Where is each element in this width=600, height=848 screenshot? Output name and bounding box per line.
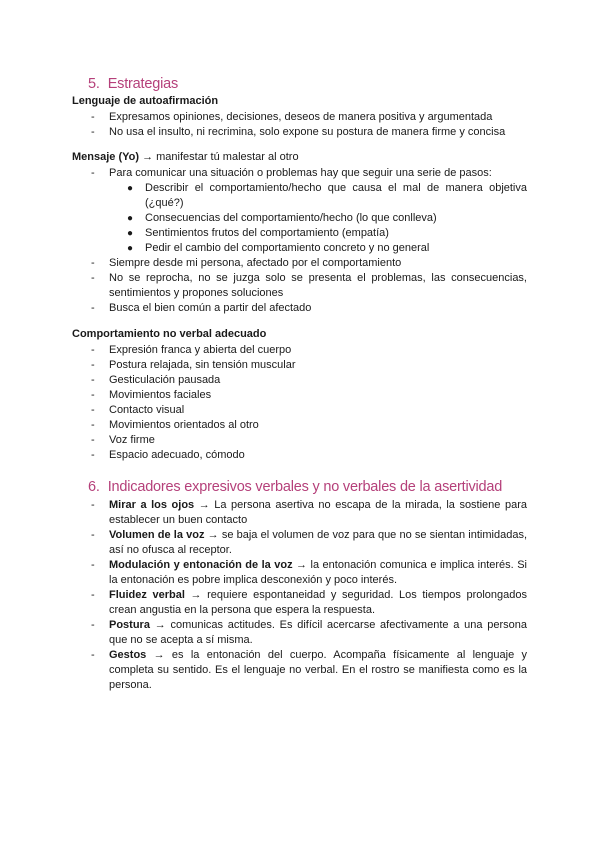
bullet-marker: ● bbox=[127, 228, 134, 239]
indicator-desc: → la entonación comunica e implica interés. Si la entonación es pobre implica desconexión y poco interés. bbox=[109, 559, 527, 586]
list-item: - Movimientos faciales bbox=[91, 389, 212, 401]
list-item: - Contacto visual bbox=[91, 404, 185, 416]
list-item: ● Sentimientos frutos del comportamiento (empatía) bbox=[127, 227, 389, 239]
indicator-desc: → comunicas actitudes. Es difícil acercarse afectivamente a una persona que no se acepta a sí misma. bbox=[109, 619, 527, 646]
indicator-desc: → es la entonación del cuerpo. Acompaña físicamente al lenguaje y completa su sentido. Es el lenguaje no verbal. En el rostro se manifiesta como es la persona. bbox=[109, 649, 527, 691]
autoafirmacion-heading: Lenguaje de autoafirmación bbox=[72, 95, 219, 107]
list-item: - Busca el bien común a partir del afectado bbox=[91, 302, 312, 314]
dash-marker: - bbox=[91, 257, 95, 269]
indicator-desc: → se baja el volumen de voz para que no se sientan intimidadas, así no ofusca al receptor. bbox=[109, 529, 527, 556]
dash-marker: - bbox=[91, 389, 95, 401]
list-item: - Postura relajada, sin tensión muscular bbox=[91, 359, 296, 371]
list-item: - Expresión franca y abierta del cuerpo bbox=[91, 344, 292, 356]
no-verbal-heading: Comportamiento no verbal adecuado bbox=[72, 328, 267, 340]
mensaje-steps-list bbox=[0, 181, 600, 256]
list-item: ● Pedir el cambio del comportamiento concreto y no general bbox=[127, 242, 430, 254]
list-item bbox=[0, 618, 600, 648]
dash-marker: - bbox=[91, 434, 95, 446]
bullet-marker: ● bbox=[127, 183, 134, 194]
dash-marker: - bbox=[91, 449, 95, 461]
dash-marker: - bbox=[91, 499, 95, 511]
bullet-marker: ● bbox=[127, 243, 134, 254]
section-5-title bbox=[88, 76, 178, 92]
no-verbal-list bbox=[0, 343, 600, 463]
indicadores-list bbox=[0, 498, 600, 693]
list-item bbox=[0, 648, 600, 693]
dash-marker: - bbox=[91, 302, 95, 314]
list-item: - No usa el insulto, ni recrimina, solo expone su postura de manera firme y concisa bbox=[91, 126, 506, 138]
dash-marker: - bbox=[91, 619, 95, 631]
list-item bbox=[0, 588, 600, 618]
list-item: - Voz firme bbox=[91, 434, 155, 446]
section-5-title-text: Estrategias bbox=[107, 76, 179, 92]
dash-marker: - bbox=[91, 111, 95, 123]
dash-marker: - bbox=[91, 419, 95, 431]
dash-marker: - bbox=[91, 344, 95, 356]
indicator-term: Postura bbox=[109, 619, 150, 631]
mensaje-heading bbox=[72, 151, 299, 163]
list-item: - Movimientos orientados al otro bbox=[91, 419, 259, 431]
section-6-title-text: Indicadores expresivos verbales y no verbales de la asertividad bbox=[107, 479, 503, 495]
indicator-term: Volumen de la voz bbox=[109, 529, 205, 541]
indicator-term: Gestos bbox=[109, 649, 147, 661]
indicator-desc: → La persona asertiva no escapa de la mirada, la sostiene para establecer un buen contacto bbox=[109, 499, 527, 526]
dash-marker: - bbox=[91, 589, 95, 601]
section-5-number: 5. bbox=[88, 76, 100, 92]
indicator-term: Mirar a los ojos bbox=[109, 499, 195, 511]
list-item: - Expresamos opiniones, decisiones, deseos de manera positiva y argumentada bbox=[91, 111, 493, 123]
indicator-term: Modulación y entonación de la voz bbox=[109, 559, 293, 571]
indicator-desc: → requiere espontaneidad y seguridad. Los tiempos prolongados crean angustia en la persona que espera la respuesta. bbox=[109, 589, 528, 616]
list-item: - Siempre desde mi persona, afectado por el comportamiento bbox=[91, 257, 402, 269]
mensaje-heading-rest: → manifestar tú malestar al otro bbox=[139, 151, 299, 163]
section-6-title bbox=[88, 479, 502, 495]
list-item: - Para comunicar una situación o problemas hay que seguir una serie de pasos: ● Describir el comportamiento/hecho que causa el mal de manera objetiva (¿qué?) ● Consecuencias del comportamiento/hecho (lo que conlleva) ● Sentimientos frutos del comportamiento (empatía) ● Pedir el cambio del comportamiento concreto y no general bbox=[0, 166, 600, 256]
mensaje-heading-bold: Mensaje (Yo) bbox=[72, 151, 140, 163]
list-item bbox=[0, 498, 600, 528]
list-item: - No se reprocha, no se juzga solo se presenta el problemas, las consecuencias, sentimientos y propones soluciones bbox=[91, 272, 527, 299]
list-item: ● Describir el comportamiento/hecho que causa el mal de manera objetiva (¿qué?) bbox=[127, 182, 527, 209]
dash-marker: - bbox=[91, 359, 95, 371]
dash-marker: - bbox=[91, 272, 95, 284]
section-6-number: 6. bbox=[88, 479, 100, 495]
autoafirmacion-list bbox=[0, 110, 600, 140]
dash-marker: - bbox=[91, 649, 95, 661]
mensaje-list bbox=[0, 166, 600, 316]
bullet-marker: ● bbox=[127, 213, 134, 224]
dash-marker: - bbox=[91, 167, 95, 179]
dash-marker: - bbox=[91, 529, 95, 541]
list-item bbox=[0, 558, 600, 588]
list-item bbox=[0, 528, 600, 558]
dash-marker: - bbox=[91, 374, 95, 386]
list-item: - Gesticulación pausada bbox=[91, 374, 221, 386]
list-item: - Espacio adecuado, cómodo bbox=[91, 449, 245, 461]
list-item: ● Consecuencias del comportamiento/hecho (lo que conlleva) bbox=[127, 212, 437, 224]
dash-marker: - bbox=[91, 404, 95, 416]
dash-marker: - bbox=[91, 126, 95, 138]
indicator-term: Fluidez verbal bbox=[109, 589, 185, 601]
dash-marker: - bbox=[91, 559, 95, 571]
